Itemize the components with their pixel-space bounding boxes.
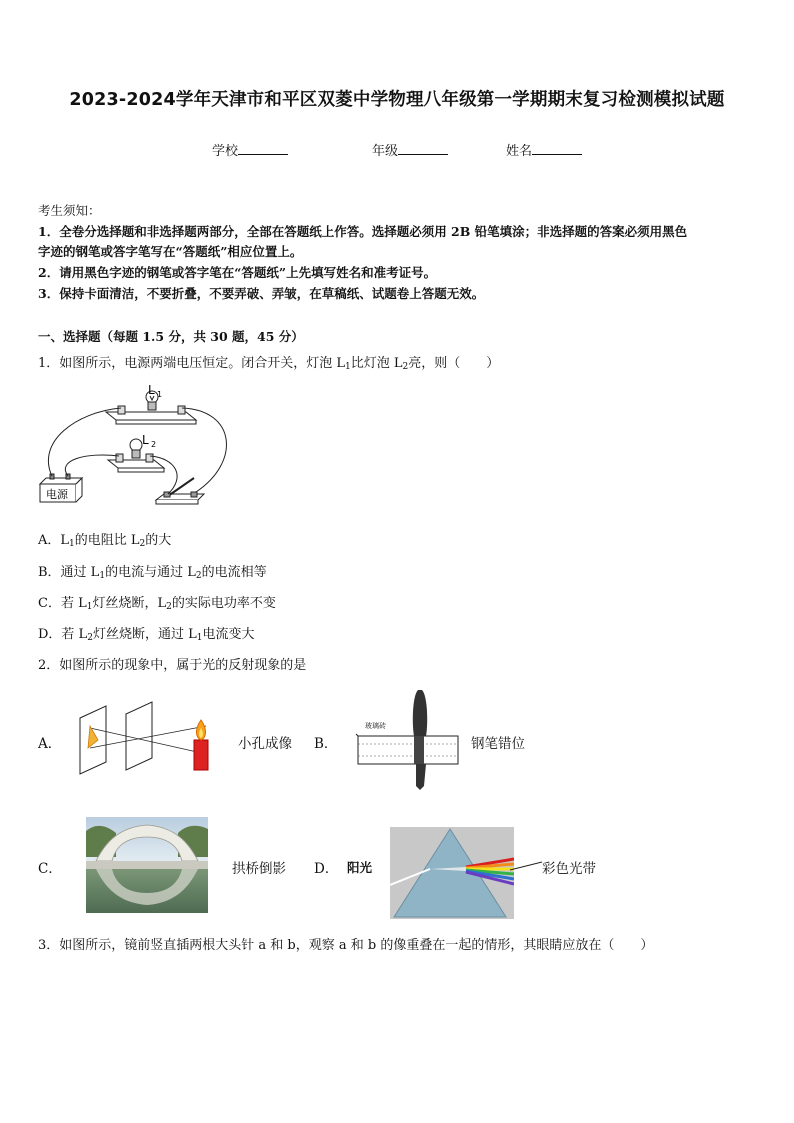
q2-option-c-label[interactable]: C． (38, 861, 62, 877)
q1-sub1: 1 (345, 362, 351, 372)
circuit-figure (36, 382, 236, 512)
q1-b-post: 的电流相等 (201, 565, 267, 580)
q1-sub2: 2 (402, 362, 409, 372)
label-l2: L (142, 433, 149, 447)
pinhole-figure (76, 700, 216, 778)
q1-d-post: 电流变大 (202, 627, 255, 642)
label-power: 电源 (46, 488, 68, 501)
pen-glass-figure (354, 686, 464, 792)
prism-pointer-line (508, 858, 544, 872)
label-l1-sub: 1 (157, 390, 163, 399)
notice-heading: 考生须知： (38, 203, 101, 218)
q1-a-mid: 的电阻比 L (74, 533, 140, 548)
q1-stem-b: 比灯泡 L (350, 356, 403, 371)
q2-a-caption: 小孔成像 (238, 736, 292, 752)
q1-b-mid: 的电流与通过 L (105, 565, 196, 580)
school-field[interactable] (212, 140, 288, 159)
q2-b-caption: 钢笔错位 (471, 736, 525, 752)
section-heading: 一、选择题（每题 1.5 分，共 30 题，45 分） (38, 329, 304, 344)
q1-d-sub1: 1 (196, 633, 203, 643)
label-l2-sub: 2 (151, 440, 157, 449)
q1-stem (38, 352, 499, 371)
q1-c-post: 的实际电功率不变 (171, 596, 276, 611)
q1-d-sub2: 2 (87, 633, 93, 643)
q1-stem-a: 1．如图所示，电源两端电压恒定。闭合开关，灯泡 L (38, 356, 346, 371)
grade-label: 年级 (372, 144, 399, 159)
q1-c-sub1: 1 (86, 602, 93, 612)
q1-b-sub2: 2 (195, 571, 202, 581)
school-label: 学校 (212, 144, 239, 159)
q1-option-a[interactable] (38, 529, 171, 548)
notice-item-1a: 1．全卷分选择题和非选择题两部分，全部在答题纸上作答。选择题必须用 2B 铅笔填涂；非选择题的答案必须用黑色 (38, 224, 688, 239)
q2-d-sunlight: 阳光 (347, 860, 373, 875)
q2-option-b-label[interactable]: B． (314, 736, 338, 752)
q1-c-pre: C．若 L (38, 596, 87, 611)
q2-option-a-label[interactable]: A． (38, 736, 62, 752)
q1-d-mid: 灯丝烧断，通过 L (92, 627, 197, 642)
q2-c-caption: 拱桥倒影 (232, 861, 286, 877)
name-field[interactable] (506, 140, 582, 159)
q1-d-pre: D．若 L (38, 627, 88, 642)
grade-blank[interactable] (398, 142, 448, 155)
school-blank[interactable] (238, 142, 288, 155)
q1-a-sub1: 1 (69, 539, 75, 549)
q1-b-pre: B．通过 L (38, 565, 100, 580)
q2-d-caption: 彩色光带 (542, 861, 596, 877)
q3-stem: 3．如图所示，镜前竖直插两根大头针 a 和 b，观察 a 和 b 的像重叠在一起的情形，其眼睛应放在（ ） (38, 938, 654, 953)
notice-item-1b: 字迹的钢笔或答字笔写在“答题纸”相应位置上。 (38, 244, 303, 259)
bridge-figure (86, 817, 208, 913)
q1-a-pre: A．L (38, 533, 70, 548)
name-label: 姓名 (506, 144, 533, 159)
notice-item-3: 3．保持卡面清洁，不要折叠，不要弄破、弄皱，在草稿纸、试题卷上答题无效。 (38, 286, 485, 301)
prism-figure (390, 827, 514, 919)
q1-b-sub1: 1 (99, 571, 106, 581)
q1-a-sub2: 2 (139, 539, 146, 549)
label-l1: L (148, 383, 155, 397)
q2-option-d-label[interactable]: D． (314, 861, 339, 877)
notice-item-2: 2．请用黑色字迹的钢笔或答字笔在“答题纸”上先填写姓名和准考证号。 (38, 265, 437, 280)
name-blank[interactable] (532, 142, 582, 155)
page-title: 2023-2024学年天津市和平区双菱中学物理八年级第一学期期末复习检测模拟试题 (69, 90, 725, 110)
q1-option-b[interactable] (38, 561, 267, 580)
q1-stem-c: 亮，则（ ） (408, 356, 500, 371)
q2-stem: 2．如图所示的现象中，属于光的反射现象的是 (38, 658, 307, 673)
q1-option-d[interactable] (38, 623, 254, 642)
q1-c-sub2: 2 (166, 602, 172, 612)
q1-option-c[interactable] (38, 592, 276, 611)
grade-field[interactable] (372, 140, 448, 159)
q1-c-mid: 灯丝烧断，L (92, 596, 167, 611)
q1-a-post: 的大 (145, 533, 172, 548)
q2-b-glass-label: 玻璃砖 (365, 722, 386, 730)
